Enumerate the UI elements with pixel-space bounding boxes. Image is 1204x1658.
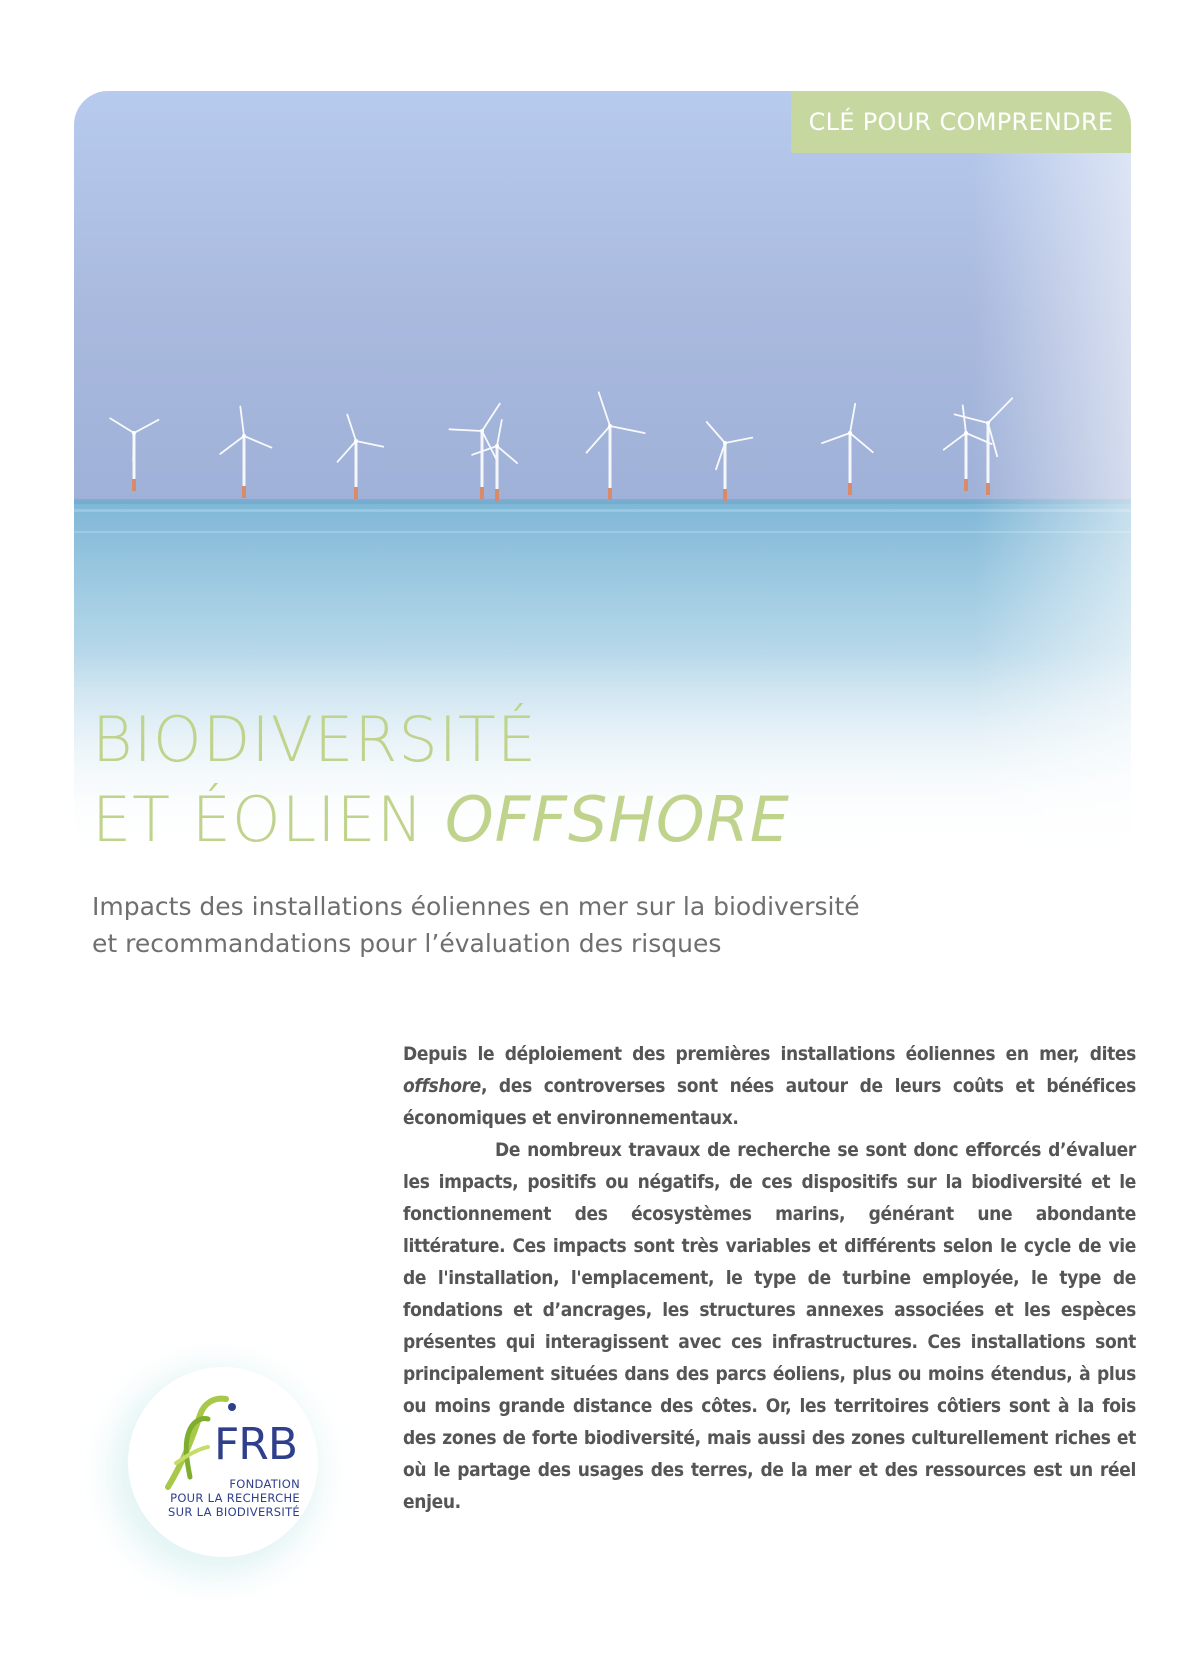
frb-logo <box>128 1367 318 1557</box>
title-line-2: ET ÉOLIEN OFFSHORE <box>92 783 790 856</box>
intro-paragraph-2: De nombreux travaux de recherche se sont donc efforcés d’évaluer les impacts, positifs ou négatifs, de ces dispositifs sur la biodiversité et le fonctionnement des écosystèmes marins, générant une abondante littérature. Ces impacts sont très variables et différents selon le cycle de vie de l'installation, l'emplacement, le type de turbine employée, le type de fondations et d’ancrages, les structures annexes associées et les espèces présentes qui interagissent avec ces infrastructures. Ces installations sont principalement situées dans des parcs éoliens, plus ou moins étendus, à plus ou moins grande distance des côtes. Or, les territoires côtiers sont à la fois des zones de forte biodiversité, mais aussi des zones culturellement riches et où le partage des usages des terres, de la mer et des ressources est un réel enjeu. <box>403 1139 1136 1513</box>
logo-tagline: FONDATION POUR LA RECHERCHE SUR LA BIODIVERSITÉ <box>168 1477 300 1519</box>
page-subtitle <box>92 888 860 962</box>
title-italic: OFFSHORE <box>444 783 790 856</box>
title-line-1: BIODIVERSITÉ <box>92 703 538 776</box>
intro-text <box>403 1038 1136 1518</box>
subtitle-line-1: Impacts des installations éoliennes en mer sur la biodiversité <box>92 892 860 921</box>
subtitle-line-2: et recommandations pour l’évaluation des risques <box>92 929 722 958</box>
category-badge: CLÉ POUR COMPRENDRE <box>791 91 1131 153</box>
intro-paragraph-1: Depuis le déploiement des premières installations éoliennes en mer, dites offshore, des controverses sont nées autour de leurs coûts et bénéfices économiques et environnementaux. <box>403 1043 1136 1129</box>
logo-acronym: FRB <box>214 1419 298 1470</box>
page-title <box>92 700 790 860</box>
